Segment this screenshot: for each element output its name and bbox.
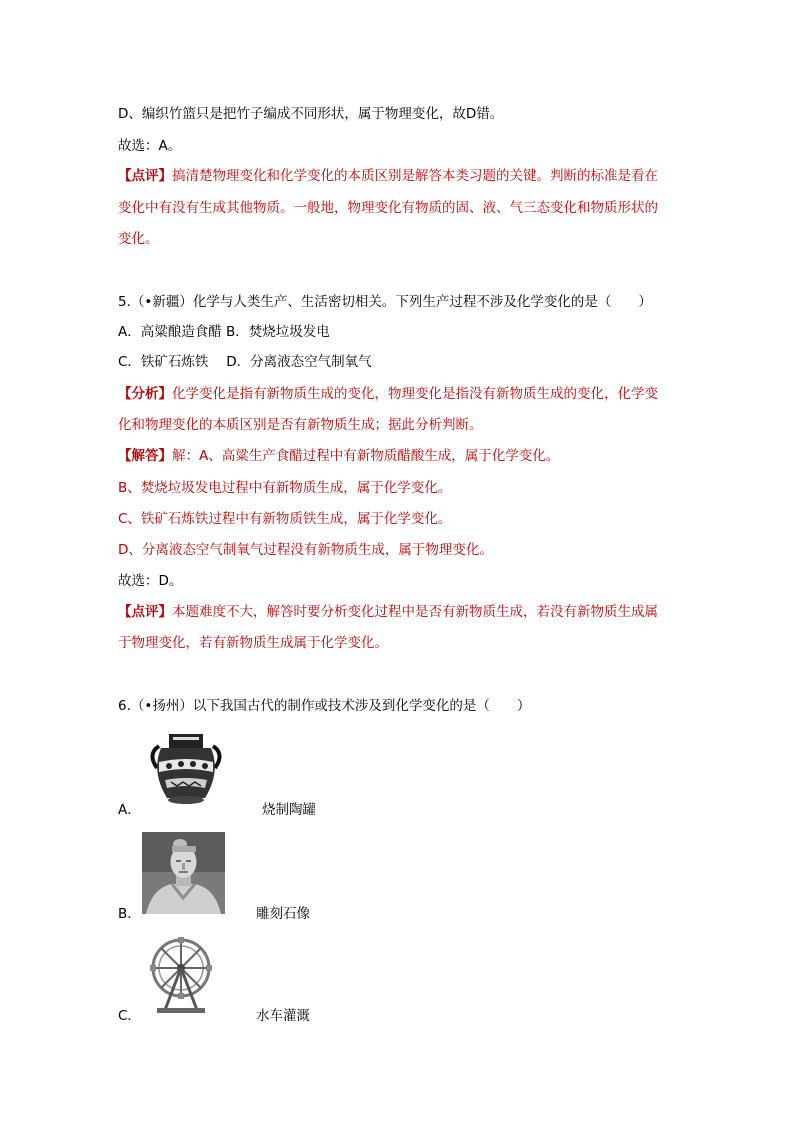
- q5-solution-line-4: D、分离液态空气制氧气过程没有新物质生成，属于物理变化。: [118, 542, 493, 558]
- q5-review-line-2: 于物理变化，若有新物质生成属于化学变化。: [118, 635, 388, 651]
- pottery-jar-image: [145, 728, 227, 810]
- q6-option-b-letter: B．: [118, 906, 141, 922]
- q5-stem: 5.（•新疆）化学与人类生产、生活密切相关。下列生产过程不涉及化学变化的是（ ）: [118, 294, 652, 310]
- q5-options-ab: A．高粱酿造食醋 B．焚烧垃圾发电: [118, 324, 330, 340]
- review-tag: 【点评】: [118, 168, 172, 184]
- stone-statue-image: [142, 832, 225, 914]
- analysis-tag: 【分析】: [118, 386, 172, 402]
- prev-option-d-line: D、编织竹篮只是把竹子编成不同形状，属于物理变化，故D错。: [118, 106, 504, 122]
- q5-answer-line: 故选：D。: [118, 573, 183, 589]
- q5-solution-line-1: [118, 446, 559, 466]
- q5-solution-line-3: C、铁矿石炼铁过程中有新物质铁生成，属于化学变化。: [118, 511, 452, 527]
- prev-answer-line: 故选：A。: [118, 138, 182, 154]
- q5-review-line-1: [118, 602, 658, 622]
- waterwheel-image: [143, 936, 219, 1016]
- prev-review-line-1: [118, 166, 658, 186]
- q6-stem: 6.（•扬州）以下我国古代的制作或技术涉及到化学变化的是（ ）: [118, 698, 531, 714]
- q6-option-a-caption: 烧制陶罐: [262, 802, 316, 818]
- review-tag: 【点评】: [118, 604, 172, 620]
- q5-options-cd: C．铁矿石炼铁 D．分离液态空气制氧气: [118, 354, 372, 370]
- q6-option-a-letter: A．: [118, 802, 141, 818]
- q6-option-c-letter: C．: [118, 1008, 141, 1024]
- q5-analysis-line-2: 化和物理变化的本质区别是否有新物质生成；据此分析判断。: [118, 417, 483, 433]
- q5-analysis-line-1: [118, 384, 658, 404]
- q5-solution-line-2: B、焚烧垃圾发电过程中有新物质生成，属于化学变化。: [118, 480, 452, 496]
- prev-review-line-3: 变化。: [118, 231, 159, 247]
- prev-review-line-2: 变化中有没有生成其他物质。一般地，物理变化有物质的固、液、气三态变化和物质形状的: [118, 200, 658, 216]
- review-text: 搞清楚物理变化和化学变化的本质区别是解答本类习题的关键。判断的标准是看在: [172, 168, 658, 184]
- analysis-text: 化学变化是指有新物质生成的变化，物理变化是指没有新物质生成的变化，化学变: [172, 386, 658, 402]
- solution-text: 解：A、高粱生产食醋过程中有新物质醋酸生成，属于化学变化。: [172, 448, 560, 464]
- q6-option-c-caption: 水车灌溉: [256, 1008, 310, 1024]
- solution-tag: 【解答】: [118, 448, 172, 464]
- q6-option-b-caption: 雕刻石像: [256, 906, 310, 922]
- review-text: 本题难度不大，解答时要分析变化过程中是否有新物质生成，若没有新物质生成属: [172, 604, 658, 620]
